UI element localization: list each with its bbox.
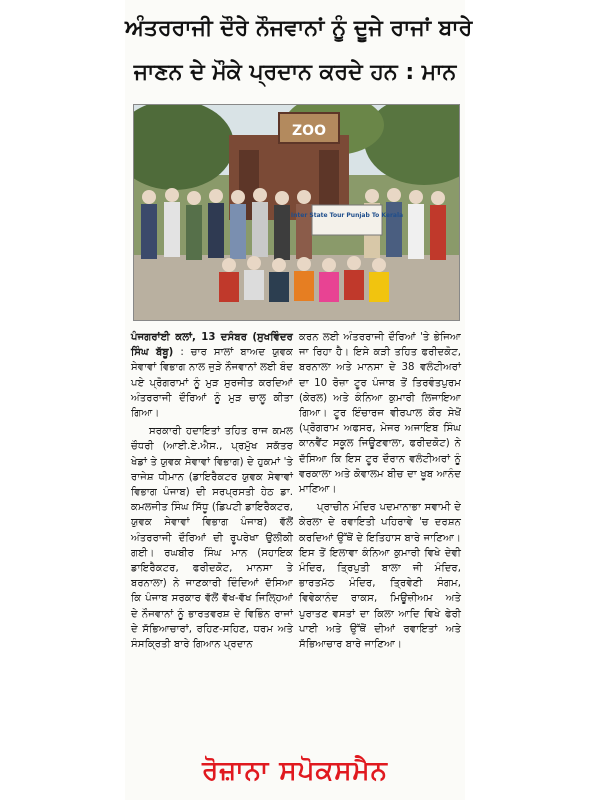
- article-paragraph-3: ਕਰਨ ਲਈ ਅੰਤਰਰਾਜੀ ਦੌਰਿਆਂ 'ਤੇ ਭੇਜਿਆ ਜਾ ਰਿਹਾ ਹੈ। ਇਸੇ ਕੜੀ ਤਹਿਤ ਫਰੀਦਕੋਟ, ਬਰਨਾਲਾ ਅਤੇ ਮਾਨਸਾ ਦੇ 38 ਵਲੰਟੀਅਰਾਂ ਦਾ 10 ਰੋਜ਼ਾ ਟੂਰ ਪੰਜਾਬ ਤੋਂ ਤਿਰਵੰਤਪੁਰਮ (ਕੇਰਲ) ਅਤੇ ਕੰਨਿਆ ਕੁਮਾਰੀ ਲਿਜਾਇਆ ਗਿਆ। ਟੂਰ ਇੰਚਾਰਜ ਵੀਰਪਾਲ ਕੌਰ ਸੇਖੋਂ (ਪ੍ਰੋਗਰਾਮ ਅਫਸਰ, ਮੇਜਰ ਅਜਾਇਬ ਸਿੰਘ ਕਾਨਵੈਂਟ ਸਕੂਲ ਜਿਊਣਵਾਲਾ, ਫਰੀਦਕੋਟ) ਨੇ ਦੱਸਿਆ ਕਿ ਇਸ ਟੂਰ ਦੌਰਾਨ ਵਲੰਟੀਅਰਾਂ ਨੂੰ ਵਰਕਾਲਾ ਅਤੇ ਕੋਵਾਲਮ ਬੀਚ ਦਾ ਖੂਬ ਆਨੰਦ ਮਾਣਿਆ।: [299, 332, 461, 496]
- banner-text: Inter State Tour Punjab To Kerala: [290, 212, 404, 219]
- article-paragraph-2: ਸਰਕਾਰੀ ਹਦਾਇਤਾਂ ਤਹਿਤ ਰਾਜ ਕਮਲ ਚੌਧਰੀ (ਆਈ.ਏ.ਐਸ., ਪ੍ਰਮੁੱਖ ਸਕੱਤਰ ਖੇਡਾਂ ਤੇ ਯੁਵਕ ਸੇਵਾਵਾਂ ਵਿਭਾਗ) ਦੇ ਹੁਕਮਾਂ 'ਤੇ ਰਾਜੇਸ਼ ਧੀਮਾਨ (ਡਾਇਰੈਕਟਰ ਯੁਵਕ ਸੇਵਾਵਾਂ ਵਿਭਾਗ ਪੰਜਾਬ) ਦੀ ਸਰਪ੍ਰਸਤੀ ਹੇਠ ਡਾ. ਕਮਲਜੀਤ ਸਿੰਘ ਸਿੱਧੂ (ਡਿਪਟੀ ਡਾਇਰੈਕਟਰ, ਯੁਵਕ ਸੇਵਾਵਾਂ ਵਿਭਾਗ ਪੰਜਾਬ) ਵੱਲੋਂ ਅੰਤਰਰਾਜੀ ਦੌਰਿਆਂ ਦੀ ਰੂਪਰੇਖਾ ਉਲੀਕੀ ਗਈ। ਰਘਬੀਰ ਸਿੰਘ ਮਾਨ (ਸਹਾਇਕ ਡਾਇਰੈਕਟਰ, ਫਰੀਦਕੋਟ, ਮਾਨਸਾ ਤੇ ਬਰਨਾਲਾ) ਨੇ ਜਾਣਕਾਰੀ ਦਿੰਦਿਆਂ ਦੱਸਿਆ ਕਿ ਪੰਜਾਬ ਸਰਕਾਰ ਵੱਲੋਂ ਵੱਖ-ਵੱਖ ਜਿਲ੍ਹਿਆਂ ਦੇ ਨੌਜਵਾਨਾਂ ਨੂੰ ਭਾਰਤਵਰਸ਼ ਦੇ ਵਿਭਿੰਨ ਰਾਜਾਂ ਦੇ ਸੱਭਿਆਚਾਰਾਂ, ਰਹਿਣ-ਸਹਿਣ, ਧਰਮ ਅਤੇ ਸੰਸਕ੍ਰਿਤੀ ਬਾਰੇ ਗਿਆਨ ਪ੍ਰਦਾਨ: [131, 426, 293, 651]
- article-paragraph-4: ਪ੍ਰਾਚੀਨ ਮੰਦਿਰ ਪਦਮਾਨਾਭਾ ਸਵਾਮੀ ਦੇ ਕੇਰਲਾ ਦੇ ਰਵਾਇਤੀ ਪਹਿਰਾਵੇ 'ਚ ਦਰਸ਼ਨ ਕਰਦਿਆਂ ਉੱਥੋਂ ਦੇ ਇਤਿਹਾਸ ਬਾਰੇ ਜਾਣਿਆ। ਇਸ ਤੋਂ ਇਲਾਵਾ ਕੰਨਿਆ ਕੁਮਾਰੀ ਵਿਖੇ ਦੇਵੀ ਮੰਦਿਰ, ਤ੍ਰਿਪੁਤੀ ਬਾਲਾ ਜੀ ਮੰਦਿਰ, ਭਾਰਤਮੱਠ ਮੰਦਿਰ, ਤ੍ਰਿਵੇਣੀ ਸੰਗਮ, ਵਿਵੇਕਾਨੰਦ ਰਾਕਸ, ਮਿਊਜ਼ੀਅਮ ਅਤੇ ਪੁਰਾਤਣ ਵਸਤਾਂ ਦਾ ਕਿਲਾ ਆਦਿ ਵਿਖੇ ਫੇਰੀ ਪਾਈ ਅਤੇ ਉੱਥੋਂ ਦੀਆਂ ਰਵਾਇਤਾਂ ਅਤੇ ਸੱਭਿਆਚਾਰ ਬਾਰੇ ਜਾਣਿਆ।: [299, 502, 461, 651]
- article-column-left: [131, 330, 293, 655]
- group-photo-illustration: [134, 105, 459, 320]
- headline-line-2: ਜਾਣਨ ਦੇ ਮੌਕੇ ਪ੍ਰਦਾਨ ਕਰਦੇ ਹਨ : ਮਾਨ: [133, 60, 457, 85]
- zoo-sign: ZOO: [292, 123, 326, 139]
- dateline: ਪੰਜਗਰਾਂਈ ਕਲਾਂ, 13 ਦਸੰਬਰ (ਸੁਖਵਿੰਦਰ ਸਿੰਘ ਬੱਬੂ): [131, 332, 293, 359]
- newspaper-masthead: ਰੋਜ਼ਾਨਾ ਸਪੋਕਸਮੈਨ: [202, 756, 388, 786]
- article-text-1: : ਚਾਰ ਸਾਲਾਂ ਬਾਅਦ ਯੁਵਕ ਸੇਵਾਵਾਂ ਵਿਭਾਗ ਨਾਲ ਜੁੜੇ ਨੌਜਵਾਨਾਂ ਲਈ ਬੰਦ ਪਏ ਪ੍ਰੋਗਰਾਮਾਂ ਨੂੰ ਮੁੜ ਸੁਰਜੀਤ ਕਰਦਿਆਂ ਅੰਤਰਰਾਜੀ ਦੌਰਿਆਂ ਨੂੰ ਮੁੜ ਚਾਲੂ ਕੀਤਾ ਗਿਆ।: [131, 347, 293, 420]
- group-photo: [133, 104, 460, 321]
- article-paragraph-1: [131, 330, 293, 421]
- article-column-right: [299, 330, 461, 655]
- headline-line-1: ਅੰਤਰਰਾਜੀ ਦੌਰੇ ਨੌਜਵਾਨਾਂ ਨੂੰ ਦੂਜੇ ਰਾਜਾਂ ਬਾਰੇ: [125, 16, 473, 41]
- newspaper-clipping: [125, 0, 473, 800]
